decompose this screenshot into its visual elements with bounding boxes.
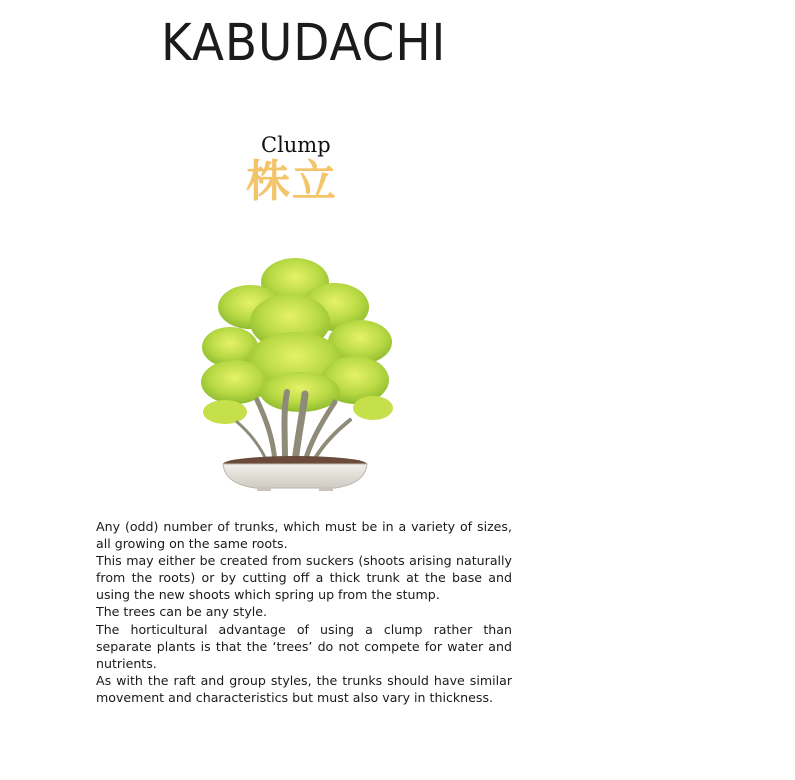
paragraph-4: The horticultural advantage of using a clump rather than separate plants is that the ‘trees’ do not compete for water and nutrients. <box>96 621 512 671</box>
foliage <box>201 258 393 424</box>
description-text <box>96 518 512 706</box>
bonsai-svg <box>195 252 400 497</box>
paragraph-1: Any (odd) number of trunks, which must be in a variety of sizes, all growing on the same roots. <box>96 519 512 552</box>
paragraph-3: The trees can be any style. <box>96 604 268 620</box>
paragraph-2: This may either be created from suckers (shoots arising naturally from the roots) or by cutting off a thick trunk at the base and using the new shoots which spring up from the stump. <box>96 553 512 603</box>
style-subtitle: Clump <box>261 133 331 157</box>
paragraph-5: As with the raft and group styles, the trunks should have similar movement and characteristics but must also vary in thickness. <box>96 672 512 705</box>
kanji-heading: 株立 <box>246 156 338 207</box>
bonsai-tree-illustration <box>195 252 400 497</box>
page-title: KABUDACHI <box>161 14 447 73</box>
pot <box>223 464 367 491</box>
